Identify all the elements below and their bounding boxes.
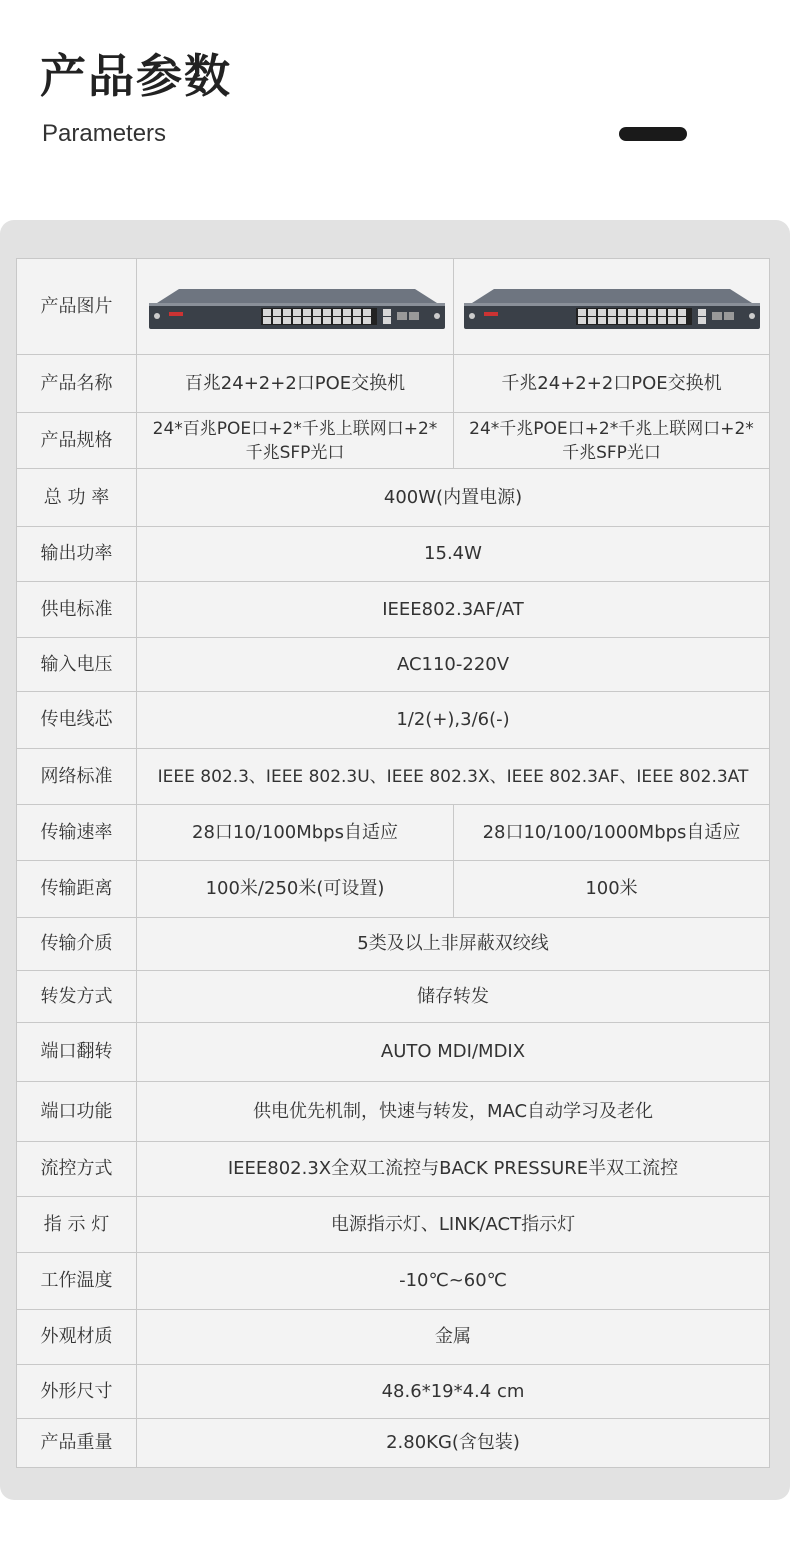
row-label: 指 示 灯 <box>17 1197 137 1253</box>
row-label: 端口功能 <box>17 1082 137 1142</box>
cell-value: 金属 <box>137 1310 770 1365</box>
table-row <box>17 413 770 469</box>
cell-value: 28口10/100Mbps自适应 <box>137 805 454 861</box>
table-row <box>17 527 770 582</box>
page-subtitle: Parameters <box>42 120 167 147</box>
cell-value: 储存转发 <box>137 971 770 1023</box>
cell-value: 48.6*19*4.4 cm <box>137 1365 770 1419</box>
row-label: 端口翻转 <box>17 1023 137 1082</box>
cell-value: 28口10/100/1000Mbps自适应 <box>454 805 770 861</box>
row-label: 产品图片 <box>17 259 137 355</box>
page-title: 产品参数 <box>40 49 232 103</box>
cell-value: 15.4W <box>137 527 770 582</box>
table-row <box>17 861 770 918</box>
row-label: 产品重量 <box>17 1419 137 1468</box>
cell-value: 2.80KG(含包装) <box>137 1419 770 1468</box>
row-label: 供电标准 <box>17 582 137 638</box>
cell-value: 供电优先机制，快速与转发，MAC自动学习及老化 <box>137 1082 770 1142</box>
cell-value: IEEE802.3AF/AT <box>137 582 770 638</box>
cell-value: AC110-220V <box>137 638 770 692</box>
row-label: 流控方式 <box>17 1142 137 1197</box>
parameters-table <box>16 258 770 1468</box>
table-row <box>17 582 770 638</box>
cell-value: 百兆24+2+2口POE交换机 <box>137 355 454 413</box>
cell-value: 千兆24+2+2口POE交换机 <box>454 355 770 413</box>
cell-value: IEEE802.3X全双工流控与BACK PRESSURE半双工流控 <box>137 1142 770 1197</box>
row-label: 传电线芯 <box>17 692 137 749</box>
table-row <box>17 638 770 692</box>
cell-value: 电源指示灯、LINK/ACT指示灯 <box>137 1197 770 1253</box>
table-row <box>17 918 770 971</box>
row-label: 总 功 率 <box>17 469 137 527</box>
row-label: 外观材质 <box>17 1310 137 1365</box>
switch-image <box>149 285 445 331</box>
table-row <box>17 749 770 805</box>
row-label: 输入电压 <box>17 638 137 692</box>
row-label: 输出功率 <box>17 527 137 582</box>
cell-value: -10℃~60℃ <box>137 1253 770 1310</box>
row-label: 传输速率 <box>17 805 137 861</box>
cell-value: 24*千兆POE口+2*千兆上联网口+2*千兆SFP光口 <box>454 413 770 469</box>
cell-value: 100米/250米(可设置) <box>137 861 454 918</box>
row-label: 产品规格 <box>17 413 137 469</box>
table-row <box>17 1023 770 1082</box>
cell-value: 400W(内置电源) <box>137 469 770 527</box>
row-label: 传输距离 <box>17 861 137 918</box>
product-image-100m <box>137 259 454 355</box>
cell-value: 24*百兆POE口+2*千兆上联网口+2*千兆SFP光口 <box>137 413 454 469</box>
table-row <box>17 1082 770 1142</box>
cell-value: IEEE 802.3、IEEE 802.3U、IEEE 802.3X、IEEE 802.3AF、IEEE 802.3AT <box>137 749 770 805</box>
table-row <box>17 1142 770 1197</box>
table-row <box>17 1253 770 1310</box>
table-row <box>17 692 770 749</box>
table-row <box>17 1310 770 1365</box>
row-label: 网络标准 <box>17 749 137 805</box>
row-label: 工作温度 <box>17 1253 137 1310</box>
cell-value: 5类及以上非屏蔽双绞线 <box>137 918 770 971</box>
decorative-pill <box>619 127 687 141</box>
table-row <box>17 259 770 355</box>
switch-image <box>464 285 760 331</box>
cell-value: 1/2(+),3/6(-) <box>137 692 770 749</box>
row-label: 外形尺寸 <box>17 1365 137 1419</box>
table-row <box>17 971 770 1023</box>
row-label: 传输介质 <box>17 918 137 971</box>
cell-value: 100米 <box>454 861 770 918</box>
table-row <box>17 469 770 527</box>
table-row <box>17 1419 770 1468</box>
row-label: 产品名称 <box>17 355 137 413</box>
table-row <box>17 1197 770 1253</box>
table-row <box>17 805 770 861</box>
product-image-1000m <box>454 259 770 355</box>
cell-value: AUTO MDI/MDIX <box>137 1023 770 1082</box>
table-row <box>17 355 770 413</box>
row-label: 转发方式 <box>17 971 137 1023</box>
table-row <box>17 1365 770 1419</box>
